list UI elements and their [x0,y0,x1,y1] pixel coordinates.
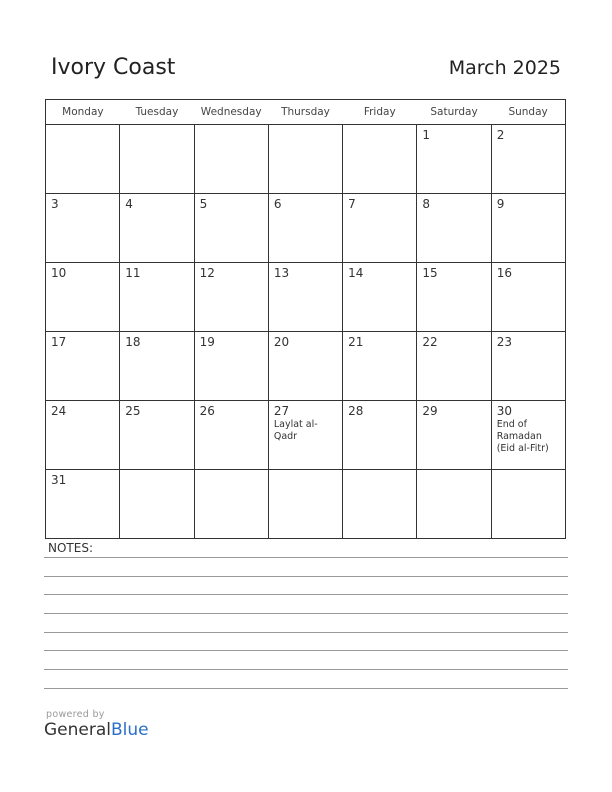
day-number: 27 [273,404,290,418]
day-cell [46,125,120,194]
note-line [44,576,568,577]
day-number: 8 [422,197,431,211]
weekday-header-row [46,100,566,125]
day-cell [120,125,194,194]
day-number: 6 [273,197,282,211]
day-cell [194,401,268,470]
day-cell [120,470,194,539]
brand-logo [44,720,149,740]
brand-blue: Blue [111,720,149,740]
day-number: 14 [348,266,364,280]
day-number: 20 [273,335,290,349]
holiday-label: End of Ramadan (Eid al-Fitr) [496,419,549,454]
day-number: 18 [125,335,141,349]
weekday-header: Monday [46,100,120,125]
day-cell [268,194,342,263]
day-number: 3 [51,197,59,211]
weekday-header: Tuesday [120,100,194,125]
day-number: 1 [422,128,431,142]
note-line [44,650,568,651]
weekday-header: Thursday [268,100,342,125]
day-number: 11 [125,266,141,280]
day-cell [491,125,565,194]
note-line [44,613,568,614]
note-line [44,557,568,558]
day-cell [491,332,565,401]
day-cell [268,125,342,194]
day-cell [268,332,342,401]
day-cell [268,401,342,470]
day-cell [343,332,417,401]
day-cell [120,194,194,263]
day-number: 19 [199,335,215,349]
day-cell [417,470,491,539]
weekday-header: Sunday [491,100,565,125]
note-line [44,669,568,670]
day-cell [417,125,491,194]
day-cell [120,263,194,332]
day-number: 7 [348,197,356,211]
day-cell [46,401,120,470]
day-cell [120,401,194,470]
notes-label: NOTES: [48,541,93,555]
note-line [44,594,568,595]
day-number: 22 [422,335,438,349]
day-number: 30 [496,404,512,418]
day-number: 31 [51,473,67,487]
day-number: 24 [51,404,67,418]
calendar-grid [45,99,566,539]
day-cell [491,194,565,263]
day-cell [46,470,120,539]
day-cell [343,470,417,539]
day-cell [343,401,417,470]
day-number: 2 [496,128,505,142]
day-number: 29 [422,404,438,418]
day-cell [491,263,565,332]
week-row [46,263,566,332]
week-row [46,401,566,470]
brand-general: General [44,720,111,740]
day-number: 23 [496,335,512,349]
note-line [44,688,568,689]
week-row [46,470,566,539]
day-cell [194,332,268,401]
day-number: 9 [496,197,505,211]
day-cell [268,263,342,332]
country-title: Ivory Coast [51,55,176,80]
day-cell [417,263,491,332]
day-number: 25 [125,404,141,418]
day-cell [268,470,342,539]
week-row [46,125,566,194]
day-number: 26 [199,404,215,418]
day-number: 17 [51,335,67,349]
day-number: 15 [422,266,438,280]
day-cell [417,401,491,470]
day-number: 16 [496,266,512,280]
note-line [44,632,568,633]
day-cell [194,470,268,539]
day-cell [491,470,565,539]
day-cell [46,194,120,263]
month-title: March 2025 [448,57,561,79]
weekday-header: Wednesday [194,100,268,125]
day-cell [46,263,120,332]
day-number: 28 [348,404,364,418]
day-number: 10 [51,266,67,280]
day-number: 4 [125,197,133,211]
week-row [46,194,566,263]
day-cell [120,332,194,401]
day-cell [194,263,268,332]
day-cell [343,263,417,332]
week-row [46,332,566,401]
day-cell [417,194,491,263]
day-cell [491,401,565,470]
weekday-header: Saturday [417,100,491,125]
powered-by-text: powered by [46,709,105,720]
day-cell [194,194,268,263]
weekday-header: Friday [343,100,417,125]
day-number: 13 [273,266,290,280]
day-cell [343,125,417,194]
day-cell [194,125,268,194]
day-cell [417,332,491,401]
holiday-label: Laylat al-Qadr [273,419,318,442]
day-number: 12 [199,266,215,280]
day-cell [343,194,417,263]
day-cell [46,332,120,401]
day-number: 5 [199,197,208,211]
day-number: 21 [348,335,364,349]
